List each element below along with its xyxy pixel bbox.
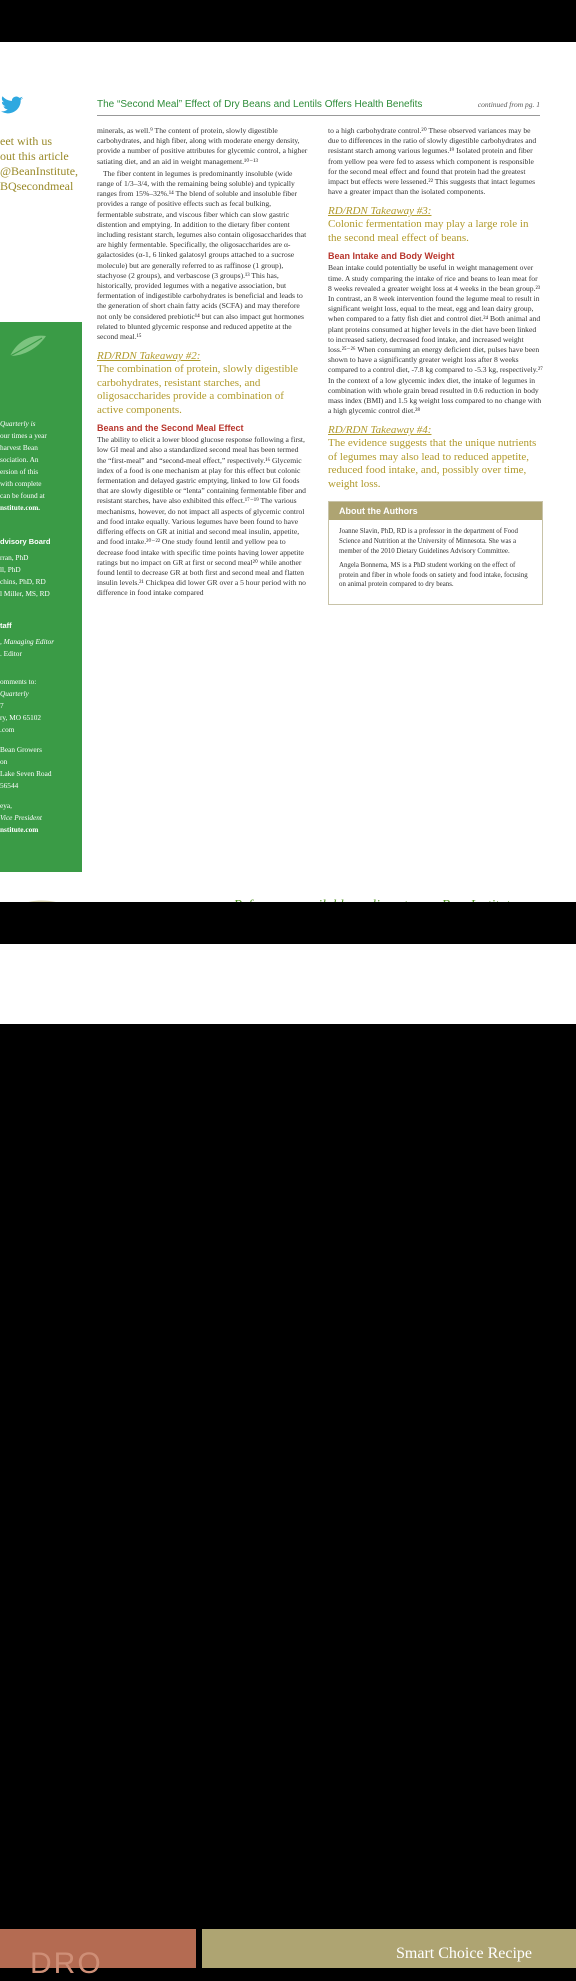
twitter-bird-icon[interactable] bbox=[0, 94, 24, 118]
continued-note: continued from pg. 1 bbox=[477, 100, 540, 109]
next-page-banner-title: Smart Choice Recipe bbox=[396, 1945, 532, 1962]
takeaway-box bbox=[97, 350, 309, 417]
sidebar-website-link[interactable]: nstitute.com. bbox=[0, 503, 41, 512]
leaf-logo-icon bbox=[8, 330, 48, 360]
next-page-banner bbox=[202, 1929, 576, 1968]
advisory-board: dvisory Board rran, PhD ll, PhD chins, PhD, RD l Miller, MS, RD bbox=[0, 537, 51, 598]
contact-address: omments to: Quarterly 7 ry, MO 65102 .com Bean Growers on Lake Seven Road 56544 eya, Vice President nstitute.com bbox=[0, 677, 52, 834]
sidebar-website-link[interactable]: nstitute.com bbox=[0, 825, 39, 834]
paragraph: minerals, as well.⁹ The content of protein, slowly digestible carbohydrates, and high fiber, along with moderate energy density, provide a number of positive attributes for glycemic control, a higher satiating diet, and an aid in weight management.¹⁰⁻¹³ bbox=[97, 126, 308, 166]
next-page-preview[interactable] bbox=[0, 944, 576, 1980]
takeaway-heading: RD/RDN Takeaway #2: bbox=[97, 350, 201, 363]
author-bio: Angela Bonnema, MS is a PhD student working on the effect of protein and fiber in whole foods on satiety and food intake, focusing on animal protein compared to dry beans. bbox=[339, 561, 528, 589]
section-heading: Bean Intake and Body Weight bbox=[328, 251, 455, 262]
article-header bbox=[97, 99, 547, 115]
staff-title: taff bbox=[0, 621, 12, 630]
paragraph: The fiber content in legumes is predominantly insoluble (wide range of 1/3–3/4, with the remaining being soluble) and typically ranges from 15%–32%.¹⁴ The blend of soluble and insoluble fiber provides a range of positive effects such as fecal bulking, fermentable substrate, and viscous fiber which can slow gastric distention and emptying. In addition to the dietary fiber content including resistant starch, legumes also contain oligosaccharides that are highly fermentable. Specifically, the oligosaccharides are α-galactosides (α-1, 6 linked galatosyl groups attached to a sucrose molecule) but are generally referred to as raffinose (1 group), stachyose (2 groups), and verbascose (3 groups).¹³ This has, historically, provided legumes with a negative association, but fermentation of indigestible carbohydrates is beneficial and leads to the generation of short chain fatty acids (SCFA) and may therefore not only be considered prebiotic¹⁴ but can also impact gut hormones related to blunted glycemic response and reduced appetite at the second meal.¹⁵ bbox=[97, 168, 307, 342]
tweet-hashtag[interactable]: BQsecondmeal bbox=[0, 179, 74, 193]
paragraph: Bean intake could potentially be useful in weight management over time. A study comparing the intake of rice and beans to lean meat for 8 weeks revealed a greater weight loss at 4 weeks in the bean group.²³ In contrast, an 8 week intervention found the legume meal to result in significant weight loss, equal to the meat, egg and lean dairy group, when compared to a fatty fish diet and control diet.²⁴ Both animal and plant proteins consumed at higher levels in the diet have been linked to increased satiety, decreased food intake, and increased weight loss.²⁵⁻²⁶ When consuming an energy deficient diet, pulses have been shown to have a significantly greater weight loss after 8 weeks compared to a control diet, -7.8 kg compared to -5.3 kg, respectively.²⁷ In the context of a low glycemic index diet, the intake of legumes in combination with whole grain bread resulted in 0.6 reduction in body mass index (BMI) and 1.5 kg weight loss compared to no change with a high glycemic control diet.²⁸ bbox=[328, 263, 543, 416]
staff-list: taff , Managing Editor . Editor bbox=[0, 621, 55, 658]
header-divider bbox=[97, 115, 540, 116]
takeaway-body: The evidence suggests that the unique nutrients of legumes may also lead to reduced appetite, reduced food intake, and, possibly over time, weight loss. bbox=[328, 437, 537, 490]
sidebar-intro: Quarterly is our times a year harvest Bean sociation. An ersion of this with complete can be found at nstitute.com. bbox=[0, 419, 47, 512]
about-authors-box bbox=[328, 501, 543, 605]
magazine-page bbox=[0, 42, 576, 902]
paragraph: to a high carbohydrate control.²⁰ These observed variances may be due to differences in the ratio of slowly digestible carbohydrates and resistant starch among various legumes.¹⁹ Isolated protein and fiber from yellow pea were fed to assess which component is responsible for the second meal effect and found that protein had the greatest impact but effects were lessened.²² This suggests that intact legumes have a greater impact than the isolated components. bbox=[328, 126, 537, 197]
takeaway-body: The combination of protein, slowly digestible carbohydrates, resistant starches, and oligosaccharides provide a combination of active components. bbox=[97, 363, 299, 416]
section-heading: Beans and the Second Meal Effect bbox=[97, 423, 244, 434]
takeaway-heading: RD/RDN Takeaway #4: bbox=[328, 424, 432, 437]
tweet-handle[interactable]: @BeanInstitute, bbox=[0, 164, 79, 178]
advisory-board-title: dvisory Board bbox=[0, 537, 51, 546]
about-authors-title: About the Authors bbox=[329, 502, 542, 520]
article-column-2 bbox=[328, 126, 543, 605]
takeaway-box bbox=[328, 205, 543, 245]
article-column-1 bbox=[97, 126, 309, 601]
takeaway-heading: RD/RDN Takeaway #3: bbox=[328, 205, 432, 218]
takeaway-body: Colonic fermentation may play a large role in the second meal effect of beans. bbox=[328, 218, 529, 244]
next-page-left-panel bbox=[0, 1929, 196, 1980]
tweet-callout bbox=[0, 134, 82, 194]
viewer-gap bbox=[0, 902, 576, 944]
article-title: The “Second Meal” Effect of Dry Beans and Lentils Offers Health Benefits bbox=[97, 99, 423, 110]
tweet-line: eet with us bbox=[0, 134, 52, 148]
takeaway-box bbox=[328, 424, 543, 491]
masthead-sidebar bbox=[0, 322, 82, 872]
next-page-left-text: DRO bbox=[30, 1947, 103, 1980]
author-bio: Joanne Slavin, PhD, RD is a professor in the department of Food Science and Nutrition at the University of Minnesota. She was a member of the 2010 Dietary Guidelines Advisory Committee. bbox=[339, 528, 518, 556]
paragraph: The ability to elicit a lower blood glucose response following a first, low GI meal and also a standardized second meal has been termed the “first-meal” and “second-meal effect,” respectively.¹⁶ Glycemic index of a food is one mechanism at play for this effect but colonic fermentation and delayed gastric emptying, linked to low GI foods that are slowly digestible or “lenta” containing fermentable fiber and resistant starches, have also exhibited this effect.¹⁷⁻¹⁹ The various mechanisms, however, do not impact all aspects of glycemic control and food intake equally. Various legumes have been found to have differing effects on GR at initial and second meal insulin, appetite, and food intake.²⁰⁻²² One study found lentil and yellow pea to decrease food intake with specific time points having lower appetite ratings but no impact on GR at first or second meal²⁰ while another found lentil to decrease GR at both first and second meal and flatten insulin levels.²¹ Chickpea did lower GR over a 5 hour period with no difference in food intake compared bbox=[97, 435, 306, 598]
tweet-line: out this article bbox=[0, 149, 69, 163]
